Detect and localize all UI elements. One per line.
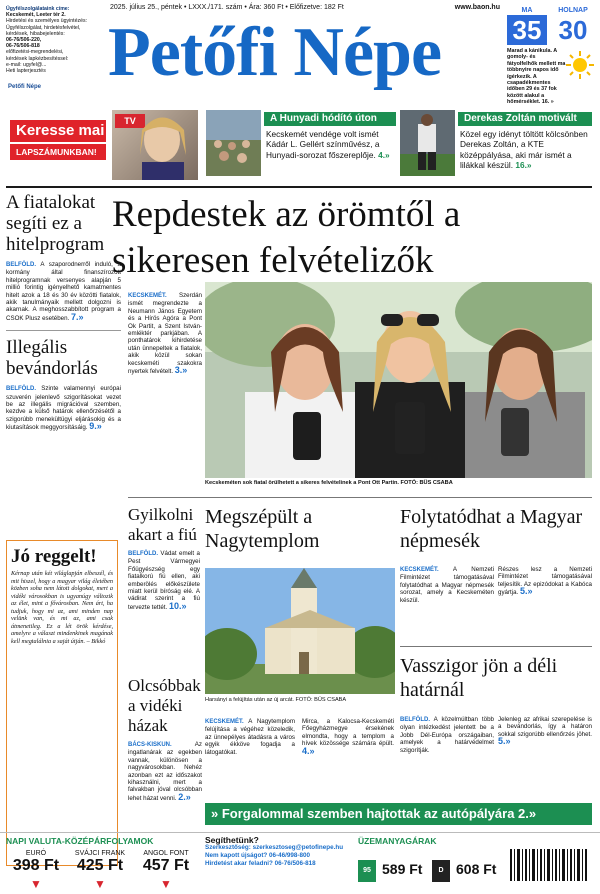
story-headline: Illegális bevándorlás	[6, 337, 98, 380]
weather-tomorrow-temp: 30	[558, 15, 588, 45]
ad-promo	[8, 116, 108, 166]
story-location: KECSKEMÉT.	[128, 293, 167, 299]
masthead-title: Petőfi Népe	[108, 14, 442, 91]
fx-value: 457 Ft	[142, 857, 190, 874]
weather-text: Marad a kánikula. A gomoly- és fátyolfelhők mellett ma többnyire napos idő ígérkezik. A csapadékmentes időben 29 és 37 fok között alakul a hőmérséklet. 16. »	[507, 48, 566, 106]
page-ref: 7.»	[71, 311, 84, 322]
fuel-diesel	[432, 856, 502, 886]
info-line: Ügyfélszolgálat, hirdetésfelvétel,	[6, 24, 81, 31]
story-bevandorlas[interactable]	[6, 330, 121, 431]
fuel-pump-icon: D	[432, 860, 450, 882]
nepmesek-story-body	[400, 566, 494, 604]
fuel-price: 608 Ft	[456, 861, 497, 877]
info-line: Ügyfélszolgálataink címe:	[6, 6, 70, 12]
help-line[interactable]: Hirdetést akar feladni? 06-76/506-818	[205, 860, 316, 867]
teaser-title: Derekas Zoltán motivált	[458, 112, 592, 126]
main-photo-graduates	[205, 282, 592, 478]
ad-tv-magazine[interactable]	[8, 110, 198, 182]
page-ref: 2.»	[178, 791, 191, 802]
story-body	[6, 261, 121, 322]
story-location: BELFÖLD.	[6, 262, 36, 268]
help-title: Segíthetünk?	[205, 835, 259, 845]
fuel-95	[358, 856, 428, 886]
site-url[interactable]: www.baon.hu	[454, 4, 500, 11]
story-text: Szinte valamennyi európai szuverén jelenlevő szigorításokat vezet be az illegális migrációval szemben, kezdve a külső határok ellenőrzésétől a szigorúbb menekültügyi eljárásokig és a kiutasítások meggyorsításáig.	[6, 385, 121, 432]
fx-value: 398 Ft	[12, 857, 60, 874]
arrow-down-icon: ▼	[160, 877, 172, 891]
fx-currency: EURÓ	[25, 850, 47, 857]
story-location: BELFÖLD.	[6, 386, 36, 393]
page-ref: 5.»	[520, 586, 533, 597]
column-signature: – Bikkó	[86, 637, 106, 645]
main-headline[interactable]: Repdestek az örömtől a sikeresen felvételizők	[112, 194, 461, 281]
story-vasszigor-headline[interactable]: Vasszigor jön a déli határnál	[400, 655, 558, 701]
page-ref: 2.»	[518, 806, 537, 821]
fx-value: 425 Ft	[76, 857, 124, 874]
story-headline: Olcsóbbak a vidéki házak	[128, 676, 201, 735]
column-body: Kérnap után két világlapján elbeszél, és mit hiszel, hogy a magyar világ életében közben soha nem látott dolgokat, mert a vidéki városokban is ugyanúgy változik az élet, mint a fővárosban. Nem árt, ha tudjuk, hogy mi az, ami minden nap velünk van, és mi az, ami csak átmenetileg. Ez a lét örök kérdése, amelyre a választ mindenkinek magának kell megtalálnia a saját útján.	[11, 570, 113, 645]
story-nagytemplom-headline[interactable]: Megszépült a Nagytemplom	[205, 506, 320, 552]
story-body	[128, 550, 200, 611]
story-headline: A fiatalokat segíti ez a hitelprogram	[6, 192, 105, 255]
info-line: e-mail: ugyfel@...	[6, 61, 47, 68]
info-line: Hirdetési és személyes ügyintézés:	[6, 18, 88, 25]
weather-today-label: MA	[521, 7, 533, 14]
page-ref: 4.»	[378, 149, 390, 160]
story-text: Jelenleg az afrikai szerepelése is a bevándorlás, így a határon sokkal szigorúbb ellenőrzés jöhet.	[498, 716, 592, 738]
woman-portrait-icon	[112, 110, 198, 180]
teaser-text	[266, 129, 394, 160]
story-body	[128, 741, 202, 802]
help-line[interactable]: Szerkesztőség: szerkesztoseg@petofinepe.hu	[205, 844, 344, 851]
story-body	[6, 385, 121, 431]
info-line: Heti lapterjesztés	[6, 68, 46, 75]
teaser-derekas[interactable]	[400, 110, 592, 178]
help-line[interactable]: Nem kapott újságot? 06-46/998-800	[205, 852, 310, 859]
fx-title: NAPI VALUTA-KÖZÉPÁRFOLYAMOK	[6, 836, 154, 846]
story-text: A szaporodnerről induló, a kormány által finanszírozott hitelprogramnak versenyes alapján 5 millió forintig igényelhető kamatmentes hitelt azok a 18 és 30 év közötti fiatalok, akik tanulmányaik mellett dolgozni is akarnak. A meghosszabbított program a CSOK Plusz esetében.	[6, 261, 121, 322]
weather-tomorrow-label: HOLNAP	[558, 7, 588, 14]
brand-mini-logo: Petőfi Népe	[8, 84, 42, 90]
barcode-icon	[506, 843, 592, 889]
story-location: BÁCS-KISKUN.	[128, 742, 172, 748]
story-nepmesek-headline[interactable]: Folytatódhat a Magyar népmesék	[400, 506, 583, 552]
teaser-body: Kecskemét vendége volt ismét Kádár L. Gellért színművész, a Hunyadi-sorozat főszereplője.	[266, 129, 380, 160]
ad-line-1: Keresse mai	[10, 120, 106, 142]
story-gyilkolni[interactable]	[128, 505, 200, 611]
info-line: előfizetési-megrendelési,	[6, 49, 64, 56]
divider	[6, 186, 592, 188]
jo-reggelt-column	[6, 540, 118, 866]
story-text: Az ingatlanárak az egekben vannak, különösen a nagyvárosokban. Nehéz azonban ezt az időszakot kihasználni, mert a falvakban jóval olcsóbban lehet házat venni.	[128, 741, 202, 802]
page-ref: 4.»	[302, 745, 315, 756]
page-ref: 5.»	[498, 736, 511, 747]
column-title: Jó reggelt!	[11, 546, 97, 567]
fuel-price: 589 Ft	[382, 861, 423, 877]
fx-currency: SVÁJCI FRANK	[74, 850, 126, 857]
magazine-label: TV	[115, 114, 145, 128]
fx-rate	[70, 857, 130, 893]
story-location: KECSKEMÉT.	[400, 567, 439, 573]
info-line: kérdések lapkézbesítéssel:	[6, 55, 69, 62]
fx-rate	[136, 857, 196, 893]
arrow-down-icon: ▼	[30, 877, 42, 891]
story-location: KECSKEMÉT.	[205, 719, 244, 725]
banner-text: » Forgalommal szemben hajtottak az autópályára	[211, 806, 515, 821]
page-ref: 16.»	[515, 160, 532, 171]
page-ref: 9.»	[89, 421, 102, 432]
page-ref: 10.»	[168, 600, 187, 611]
story-text: A Nagytemplom felújítása a végéhez közeledik, az ünnepélyes átadásra a város egyik ékköve fogadja a látogatókat.	[205, 718, 295, 756]
divider	[128, 497, 592, 498]
fx-eur	[6, 850, 66, 893]
left-column	[6, 192, 124, 882]
teaser-hunyadi[interactable]	[206, 110, 396, 178]
church-photo	[205, 568, 395, 694]
teaser-photo-crowd	[206, 110, 261, 176]
weather-box	[505, 4, 597, 106]
column-text	[11, 570, 113, 645]
nepmesek-story-body-2	[498, 566, 592, 597]
story-text: Mirca, a Kalocsa-Kecskeméti Főegyházmegye érsekének elmondta, hogy a templom a hívek közössége számára épült.	[302, 718, 394, 748]
story-text: Vádat emelt a Pest Vármegyei Főügyészség egy fiatalkorú fiú ellen, aki emberölés előkészülete miatt kerül bíróság elé. A vádirat szerint a fiú tervezte tettét.	[128, 550, 200, 611]
story-olcsobbak[interactable]	[128, 676, 202, 802]
teaser-photo-football	[400, 110, 455, 176]
story-text: A Nemzeti Filmintézet támogatásával folytatódhat a Magyar népmesék sorozat, amely a Kecskeméten készül.	[400, 566, 494, 604]
magazine-cover-image	[112, 110, 198, 180]
story-text: A közelmúltban több olyan intézkedést jelentett be a Jobb Dél-Európa országaiban, amelyek a határvédelmet szigorítják.	[400, 716, 494, 754]
page-ref: 3.»	[174, 365, 188, 376]
teaser-title: A Hunyadi hódító úton	[264, 112, 396, 126]
info-line: kérdések, hibabejelentés:	[6, 30, 65, 37]
info-line: 06-76/506-220,	[6, 37, 42, 44]
story-text: Részes lesz a Nemzeti Filmintézet támogatásával teljesítik. Az epizódokat a Kabóca gyártja.	[498, 566, 592, 597]
ad-line-2: LAPSZÁMUNKBAN!	[10, 144, 106, 160]
fx-rate	[6, 857, 66, 893]
story-location: BELFÖLD.	[128, 551, 158, 557]
story-text: Szerdán ismét megrendezte a Neumann János Egyetem és a Hírös Agóra a Pont Ok Partit, a Szent István-emléktér parkjában. A ponthatárok kihirdetése után ünnepeltek a fiatalok, akik közül sokan kecskeméti szakokra nyertek felvételt.	[128, 292, 202, 376]
teaser-body: Közel egy idényt töltött kölcsönben Derekas Zoltán, a KTE középpályása, aki már ismét a lilákkal készül.	[460, 129, 588, 171]
subscriber-info	[6, 6, 96, 88]
vasszigor-story-body	[400, 716, 494, 754]
sun-icon	[565, 50, 595, 80]
help-box	[205, 836, 355, 868]
fuel-title: ÜZEMANYAGÁRAK	[358, 836, 437, 846]
info-line: 06-76/506-818	[6, 43, 40, 50]
highway-story-banner[interactable]	[205, 803, 592, 825]
story-headline: Gyilkolni akart a fiú	[128, 505, 197, 544]
dateline: 2025. július 25., péntek • LXXX./171. szám • Ára: 360 Ft • Előfizetve: 182 Ft	[110, 4, 344, 11]
fx-currency: ANGOL FONT	[143, 850, 189, 857]
story-hitelprogram[interactable]	[6, 192, 121, 322]
info-line: Kecskemét, Leeter tér 2.	[6, 12, 66, 19]
main-story-body	[128, 292, 202, 462]
church-story-body-2	[302, 718, 394, 756]
teaser-text	[460, 129, 590, 171]
fuel-pump-icon: 95	[358, 860, 376, 882]
church-story-body	[205, 718, 295, 756]
vasszigor-story-body-2	[498, 716, 592, 747]
fx-gbp	[136, 850, 196, 893]
arrow-down-icon: ▼	[94, 877, 106, 891]
church-photo-caption: Harsányi a felújítás után az új arcát. FOTÓ: BÜS CSABA	[205, 697, 347, 703]
weather-today-temp: 35	[507, 15, 547, 45]
fx-chf	[70, 850, 130, 893]
divider	[400, 646, 592, 647]
main-photo-caption: Kecskeméten sok fiatal örülhetett a sikeres felvételinek a Pont Ott Partin. FOTÓ: BÜS CSABA	[205, 480, 453, 486]
story-location: BELFÖLD.	[400, 717, 430, 723]
